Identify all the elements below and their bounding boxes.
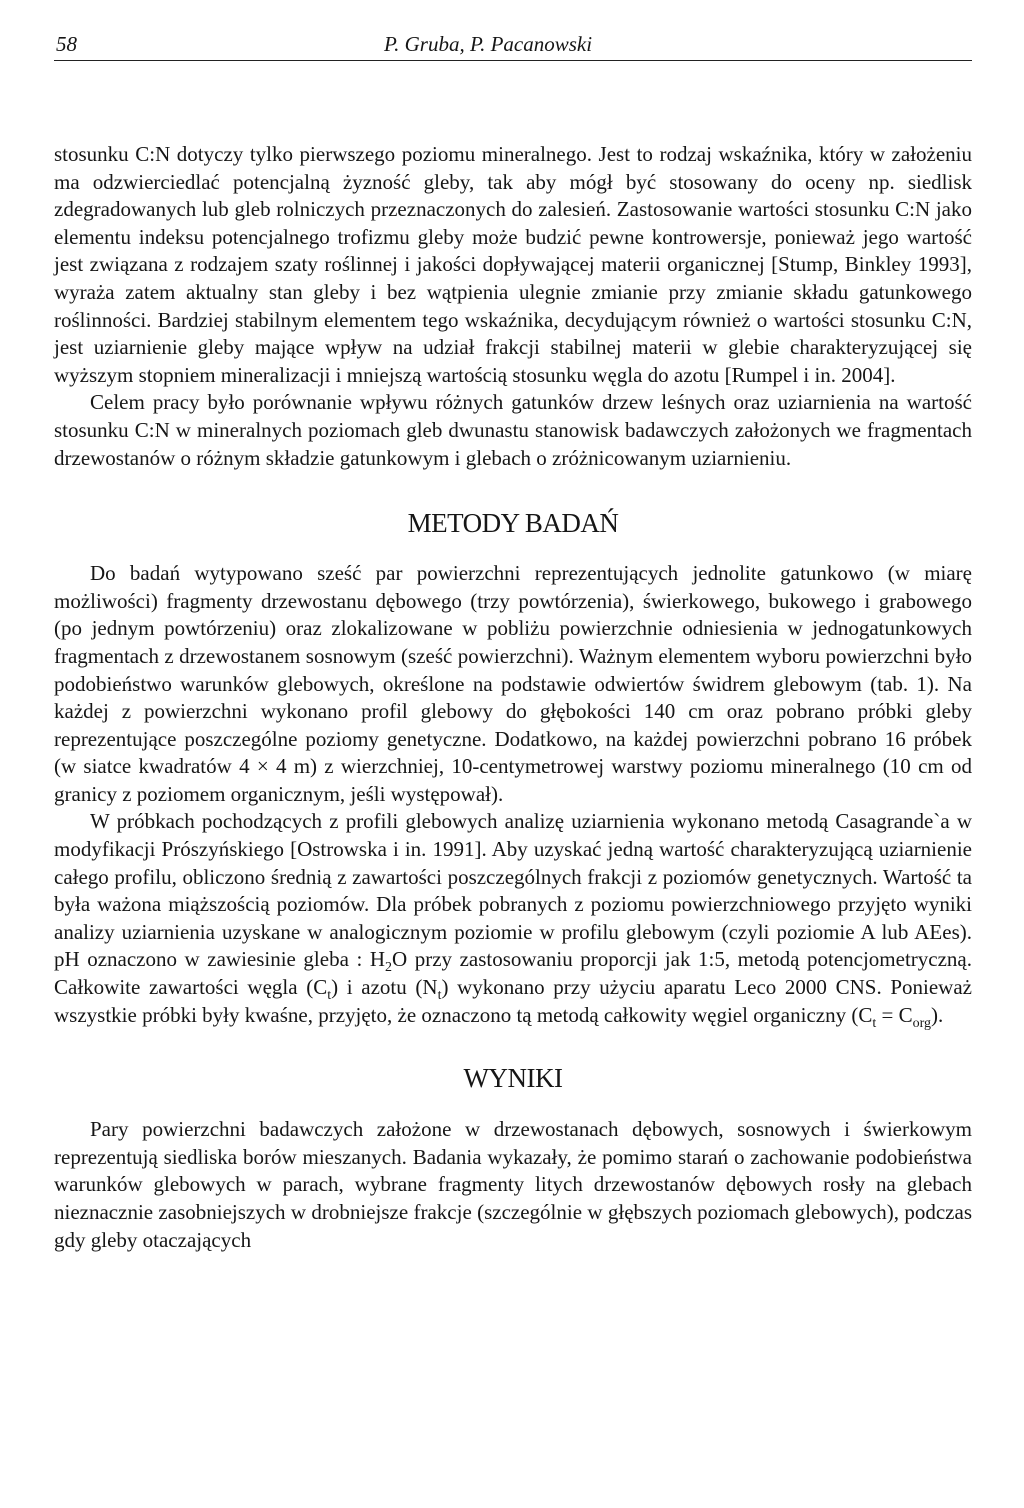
text-span: O przy zastosowaniu proporcji jak 1:5, metodą potencjometryczną. Całkowite zawartości węgla (C	[54, 947, 973, 1000]
text-span: ).	[931, 1002, 944, 1027]
page-number: 58	[56, 32, 77, 56]
paragraph-intro-continued: stosunku C:N dotyczy tylko pierwszego poziomu mineralnego. Jest to rodzaj wskaźnika, który w założeniu ma odzwierciedlać potencjalną żyzność gleby, tak aby mógł być stosowany do oceny np. siedlisk zdegradowanych lub gleb rolniczych przeznaczonych do zalesień. Zastosowanie wartości stosunku C:N jako elementu indeksu potencjalnego trofizmu gleby może budzić pewne kontrowersje, ponieważ jego wartość jest związana z rodzajem szaty roślinnej i jakości dopływającej materii organicznej [Stump, Binkley 1993], wyraża zatem aktualny stan gleby i bez wątpienia ulegnie zmianie przy zmianie składu gatunkowego roślinności. Bardziej stabilnym elementem tego wskaźnika, decydującym również o wartości stosunku C:N, jest uziarnienie gleby mające wpływ na udział frakcji stabilnej materii w glebie charakteryzującej się wyższym stopniem mineralizacji i mniejszą wartością stosunku węgla do azotu [Rumpel i in. 2004].	[54, 142, 972, 387]
text-span: ) wykonano przy użyciu aparatu Leco 2000 CNS. Ponieważ wszystkie próbki były kwaśne, przyjęto, że oznaczono tą metodą całkowity węgiel organiczny (C	[54, 975, 972, 1027]
paragraph-results: Pary powierzchni badawczych założone w drzewostanach dębowych, sosnowych i świerkowym reprezentują siedliska borów mieszanych. Badania wykazały, że pomimo starań o zachowanie podobieństwa warunków glebowych w parach, wybrane fragmenty litych drzewostanów dębowych rosły na glebach nieznacznie zasobniejszych w drobniejsze frakcje (szczególnie w głębszych poziomach glebowych), podczas gdy gleby otaczających	[54, 1117, 972, 1252]
subscript: org	[912, 1015, 932, 1031]
section-heading-methods: METODY BADAŃ	[407, 508, 619, 539]
running-head-authors: P. Gruba, P. Pacanowski	[384, 32, 593, 56]
text-span: = C	[876, 1002, 913, 1027]
paragraph-methods-analysis	[54, 808, 972, 1029]
subscript: t	[327, 988, 332, 1004]
paragraph-aim: Celem pracy było porównanie wpływu różnych gatunków drzew leśnych oraz uziarnienia na wartość stosunku C:N w mineralnych poziomach gleb dwunastu stanowisk badawczych założonych we fragmentach drzewostanów o różnym składzie gatunkowym i glebach o zróżnicowanym uziarnieniu.	[54, 390, 972, 470]
section-heading-results: WYNIKI	[463, 1063, 563, 1094]
paragraph-methods-sites: Do badań wytypowano sześć par powierzchni reprezentujących jednolite gatunkowo (w miarę możliwości) fragmenty drzewostanu dębowego (trzy powtórzenia), świerkowego, bukowego i grabowego (po jednym powtórzeniu) oraz zlokalizowane w pobliżu powierzchnie odniesienia w jednogatunkowych fragmentach z drzewostanem sosnowym (sześć powierzchni). Ważnym elementem wyboru powierzchni było podobieństwo warunków glebowych, określone na podstawie odwiertów świdrem glebowym (tab. 1). Na każdej z powierzchni wykonano profil glebowy do głębokości 140 cm oraz pobrano próbki gleby reprezentujące poszczególne poziomy genetyczne. Dodatkowo, na każdej powierzchni pobrano 16 próbek (w siatce kwadratów 4 × 4 m) z wierzchniej, 10-centymetrowej warstwy poziomu mineralnego (10 cm od granicy z poziomem organicznym, jeśli występował).	[54, 561, 972, 806]
article-body	[54, 141, 972, 1254]
subscript: 2	[385, 960, 393, 976]
running-header	[54, 26, 972, 61]
subscript: t	[872, 1015, 877, 1031]
page	[54, 26, 972, 1254]
text-span: ) i azotu (N	[331, 975, 438, 1000]
subscript: t	[437, 988, 442, 1004]
text-span: W próbkach pochodzących z profili glebowych analizę uziarnienia wykonano metodą Casagrande`a w modyfikacji Prószyńskiego [Ostrowska i in. 1991]. Aby uzyskać jedną wartość charakteryzującą uziarnienie całego profilu, obliczono średnią z zawartości poszczególnych frakcji z poziomów genetycznych. Wartość ta była ważona miąższością poziomów. Dla próbek pobranych z poziomu powierzchniowego przyjęto wyniki analizy uziarnienia uzyskane w analogicznym poziomie w profilu glebowym (czyli poziomie A lub AEes). pH oznaczono w zawiesinie gleba : H	[54, 809, 972, 972]
